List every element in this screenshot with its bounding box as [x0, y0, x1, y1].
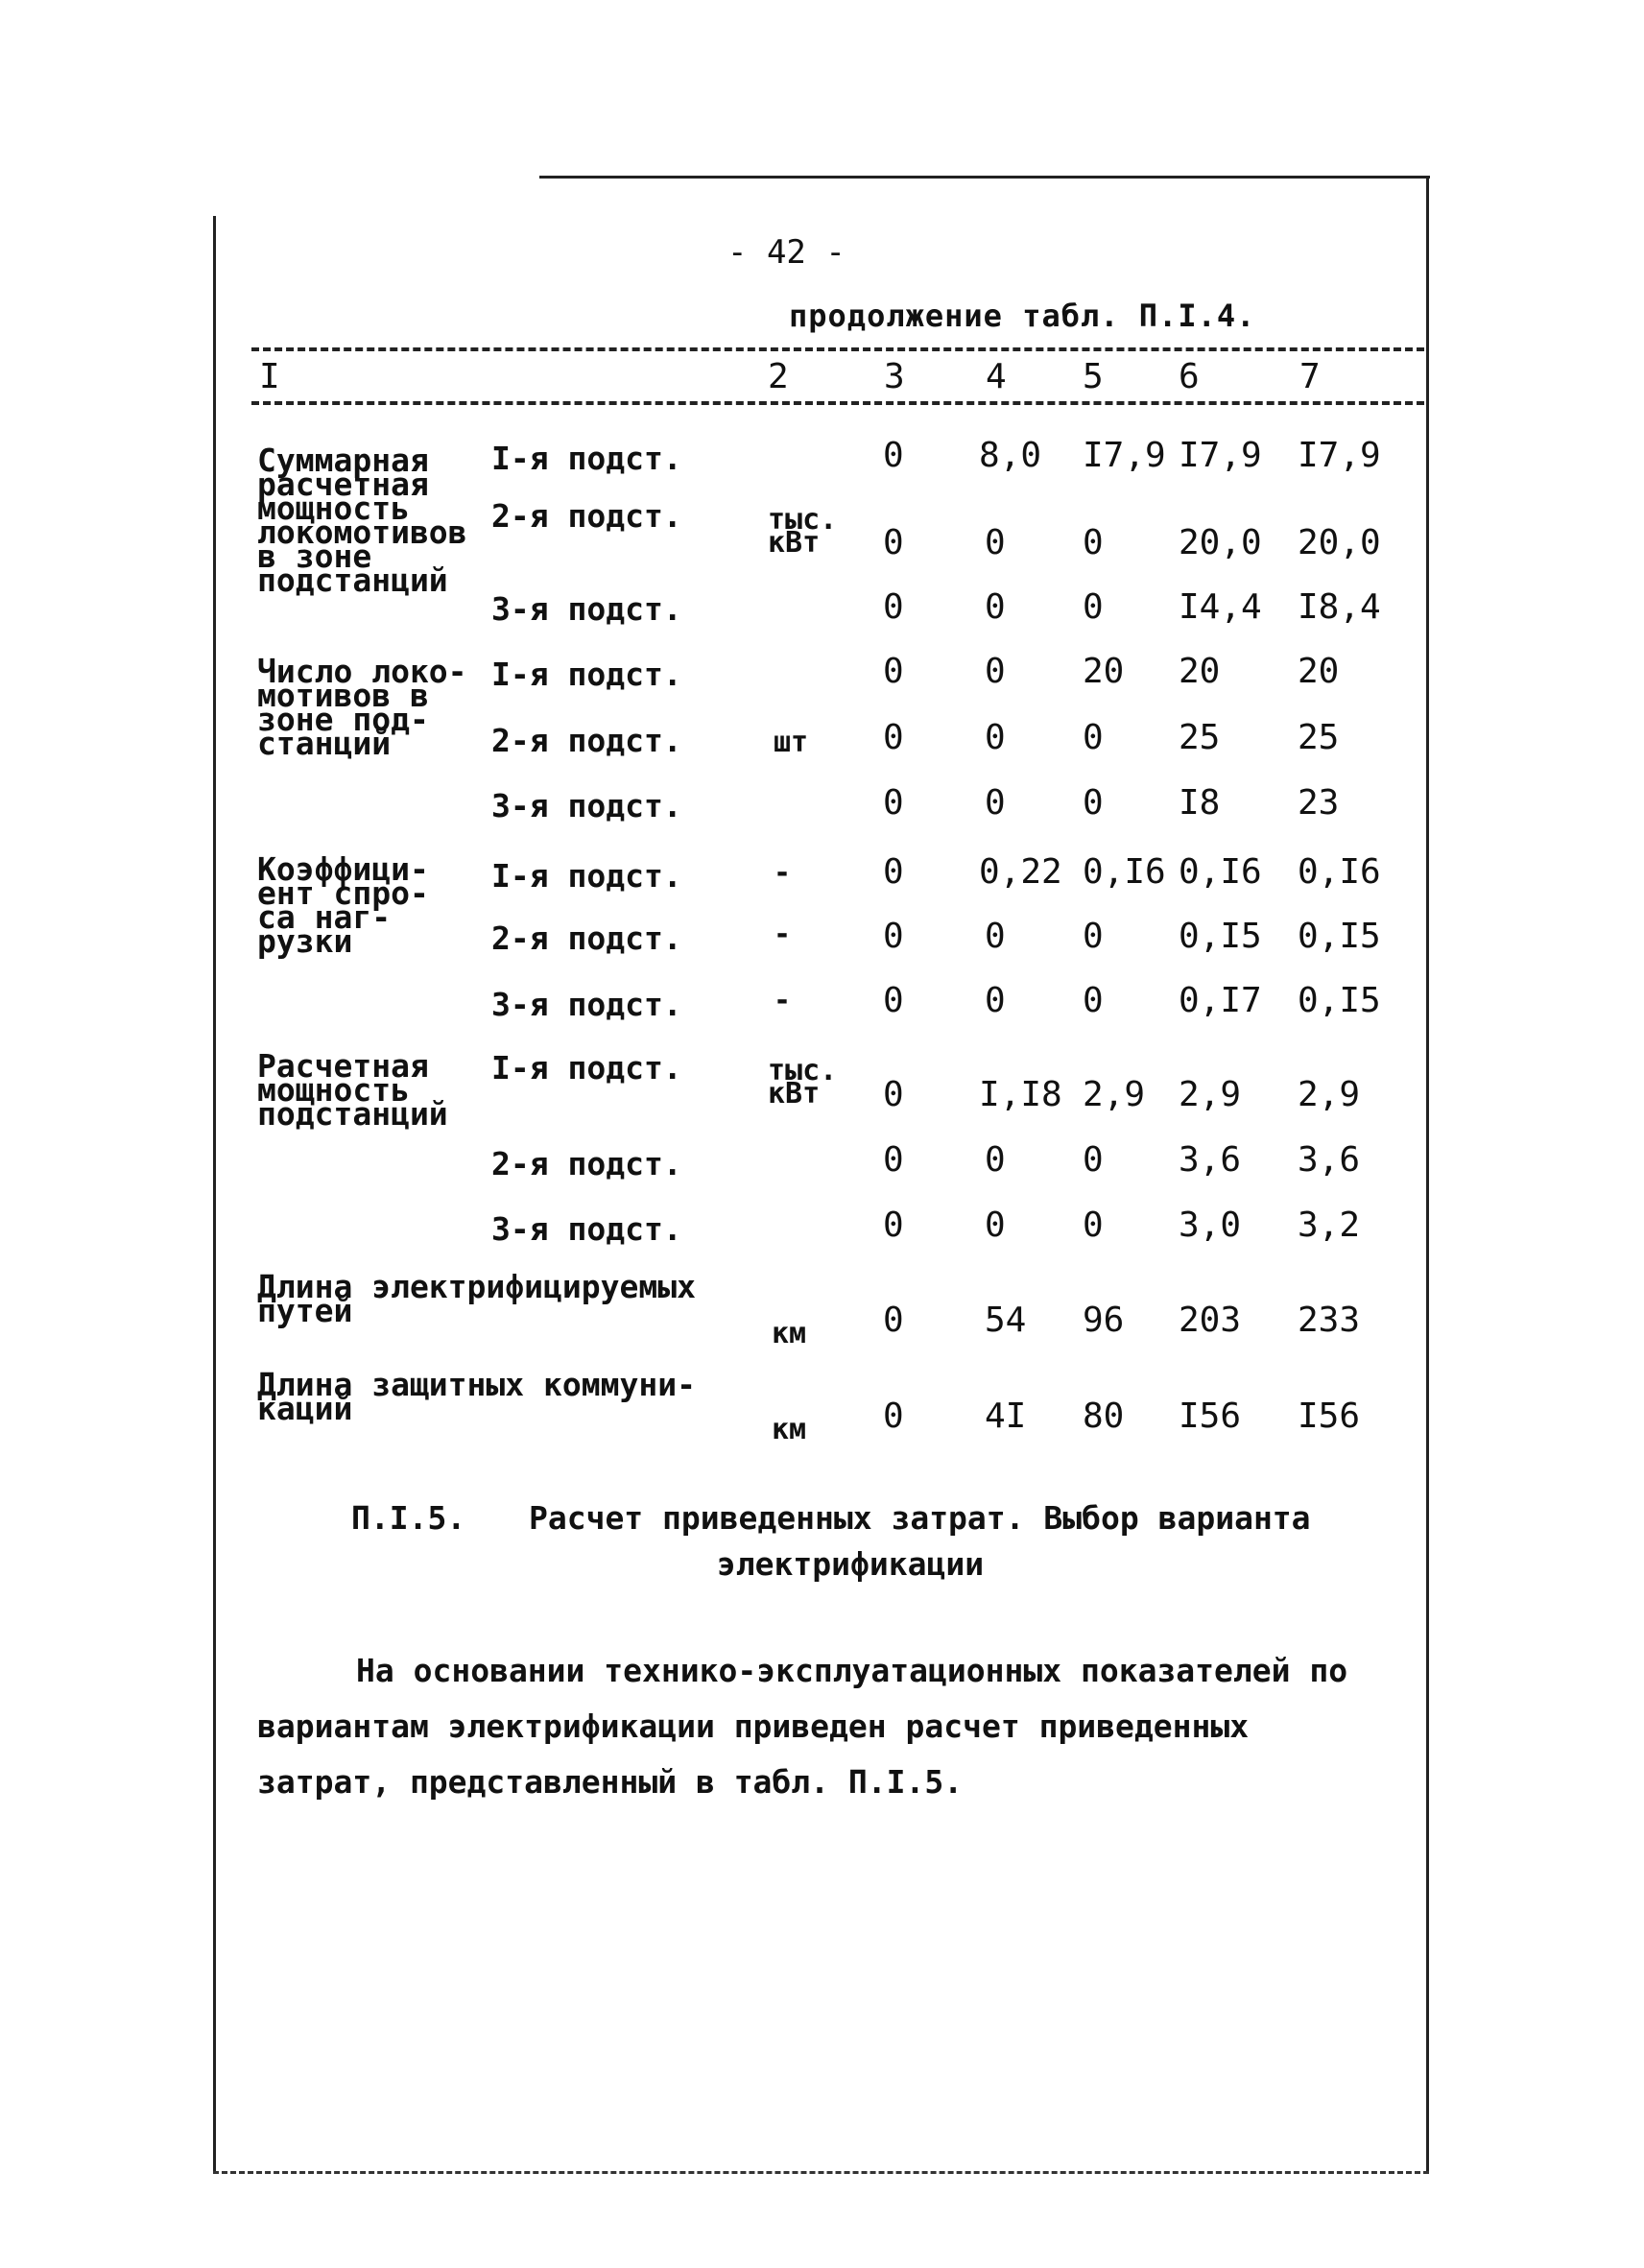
cell-value: 25: [1298, 718, 1340, 757]
cell-value: 0: [883, 1301, 904, 1340]
cell-value: 2,9: [1298, 1075, 1361, 1114]
cell-value: 233: [1298, 1301, 1361, 1340]
cell-value: 0: [883, 917, 904, 956]
cell-value: 0,I5: [1298, 981, 1381, 1020]
row-sub-label: I-я подст.: [491, 857, 682, 895]
cell-value: 3,0: [1179, 1206, 1242, 1245]
cell-value: I7,9: [1179, 436, 1262, 475]
unit-label: шт: [774, 726, 809, 759]
cell-value: I8: [1179, 783, 1221, 823]
table-header-rule: [251, 401, 1424, 405]
cell-value: I7,9: [1083, 436, 1166, 475]
page-number: - 42 -: [727, 233, 846, 272]
unit-label: -: [774, 984, 792, 1017]
cell-value: 54: [985, 1301, 1027, 1340]
row-sub-label: 2-я подст.: [491, 1145, 682, 1182]
column-header-1: I: [259, 357, 280, 396]
cell-value: 20: [1298, 652, 1340, 691]
cell-value: 203: [1179, 1301, 1242, 1340]
cell-value: 0: [985, 981, 1006, 1020]
cell-value: 96: [1083, 1301, 1125, 1340]
cell-value: 80: [1083, 1397, 1125, 1436]
column-header-6: 6: [1179, 357, 1200, 396]
table-caption: продолжение табл. П.I.4.: [789, 298, 1256, 334]
unit-label: тыс. кВт: [768, 1054, 838, 1110]
cell-value: 0: [1083, 587, 1104, 627]
cell-value: 3,6: [1179, 1140, 1242, 1180]
cell-value: 0: [1083, 783, 1104, 823]
row-sub-label: 3-я подст.: [491, 787, 682, 824]
row-sub-label: I-я подст.: [491, 440, 682, 477]
row-sub-label: 3-я подст.: [491, 1210, 682, 1248]
cell-value: 0: [883, 1206, 904, 1245]
row-sub-label: 3-я подст.: [491, 986, 682, 1023]
cell-value: I,I8: [979, 1075, 1062, 1114]
cell-value: I56: [1298, 1397, 1361, 1436]
cell-value: 0: [985, 652, 1006, 691]
row-sub-label: 2-я подст.: [491, 919, 682, 957]
cell-value: 0: [883, 783, 904, 823]
cell-value: 0: [1083, 718, 1104, 757]
cell-value: 4I: [985, 1397, 1027, 1436]
row-sub-label: I-я подст.: [491, 656, 682, 693]
cell-value: I4,4: [1179, 587, 1262, 627]
section-heading: [351, 1495, 1349, 1588]
page-frame-top: [539, 176, 1430, 179]
unit-label: км: [772, 1413, 807, 1446]
section-title-line2: электрификации: [716, 1545, 985, 1583]
cell-value: 23: [1298, 783, 1340, 823]
group-label-demand-coefficient: Коэффици- ент спро- са наг- рузки: [257, 850, 429, 960]
group-label-protective-length: Длина защитных коммуни- каций: [257, 1366, 696, 1427]
cell-value: I56: [1179, 1397, 1242, 1436]
cell-value: 0,I6: [1083, 852, 1166, 892]
cell-value: 8,0: [979, 436, 1042, 475]
cell-value: 0: [883, 523, 904, 562]
cell-value: 0: [883, 587, 904, 627]
cell-value: 0: [1083, 981, 1104, 1020]
cell-value: 3,6: [1298, 1140, 1361, 1180]
cell-value: 0: [985, 1140, 1006, 1180]
section-number: П.I.5.: [351, 1499, 466, 1537]
cell-value: 20: [1179, 652, 1221, 691]
table-top-rule: [251, 347, 1424, 351]
column-header-3: 3: [884, 357, 905, 396]
cell-value: 0,I6: [1298, 852, 1381, 892]
unit-label: км: [772, 1317, 807, 1350]
cell-value: 0,I6: [1179, 852, 1262, 892]
cell-value: 0,22: [979, 852, 1062, 892]
cell-value: 3,2: [1298, 1206, 1361, 1245]
cell-value: 0: [1083, 1140, 1104, 1180]
cell-value: 0: [883, 852, 904, 892]
cell-value: 0: [1083, 523, 1104, 562]
cell-value: 0: [883, 652, 904, 691]
cell-value: 25: [1179, 718, 1221, 757]
cell-value: 0: [883, 1075, 904, 1114]
cell-value: 0: [883, 718, 904, 757]
cell-value: 20,0: [1298, 523, 1381, 562]
unit-label: -: [774, 918, 792, 951]
cell-value: 0: [1083, 1206, 1104, 1245]
cell-value: 0: [985, 718, 1006, 757]
cell-value: 0: [1083, 917, 1104, 956]
body-paragraph: На основании технико-эксплуатационных показателей по вариантам электрификации приведен расчет приведенных затрат, представленный в табл. П.I.5.: [257, 1652, 1348, 1801]
cell-value: 0,I5: [1298, 917, 1381, 956]
unit-label: тыс. кВт: [768, 503, 838, 560]
cell-value: 0: [985, 783, 1006, 823]
cell-value: 0: [883, 1140, 904, 1180]
cell-value: 2,9: [1083, 1075, 1146, 1114]
cell-value: 0: [985, 1206, 1006, 1245]
page-frame-bottom: [213, 2171, 1429, 2174]
column-header-2: 2: [768, 357, 789, 396]
section-title-line1: Расчет приведенных затрат. Выбор варианта: [528, 1499, 1311, 1537]
cell-value: 2,9: [1179, 1075, 1242, 1114]
cell-value: 0: [985, 523, 1006, 562]
cell-value: I8,4: [1298, 587, 1381, 627]
group-label-locomotive-power: Суммарная расчетная мощность локомотивов в зоне подстанций: [257, 442, 467, 599]
cell-value: 20,0: [1179, 523, 1262, 562]
group-label-locomotive-count: Число локо- мотивов в зоне под- станций: [257, 653, 467, 762]
column-header-4: 4: [986, 357, 1007, 396]
cell-value: 0,I7: [1179, 981, 1262, 1020]
group-label-substation-power: Расчетная мощность подстанций: [257, 1047, 448, 1133]
cell-value: 0,I5: [1179, 917, 1262, 956]
column-header-7: 7: [1299, 357, 1321, 396]
group-label-electrified-length: Длина электрифицируемых путей: [257, 1268, 696, 1329]
column-header-5: 5: [1083, 357, 1104, 396]
cell-value: 0: [985, 917, 1006, 956]
cell-value: 0: [985, 587, 1006, 627]
unit-label: -: [774, 856, 792, 890]
page-frame-left: [213, 216, 216, 2174]
cell-value: 0: [883, 981, 904, 1020]
cell-value: I7,9: [1298, 436, 1381, 475]
row-sub-label: 2-я подст.: [491, 497, 682, 535]
row-sub-label: 2-я подст.: [491, 722, 682, 759]
cell-value: 20: [1083, 652, 1125, 691]
cell-value: 0: [883, 1397, 904, 1436]
row-sub-label: I-я подст.: [491, 1049, 682, 1086]
page-frame-right: [1426, 176, 1429, 2172]
row-sub-label: 3-я подст.: [491, 590, 682, 628]
cell-value: 0: [883, 436, 904, 475]
